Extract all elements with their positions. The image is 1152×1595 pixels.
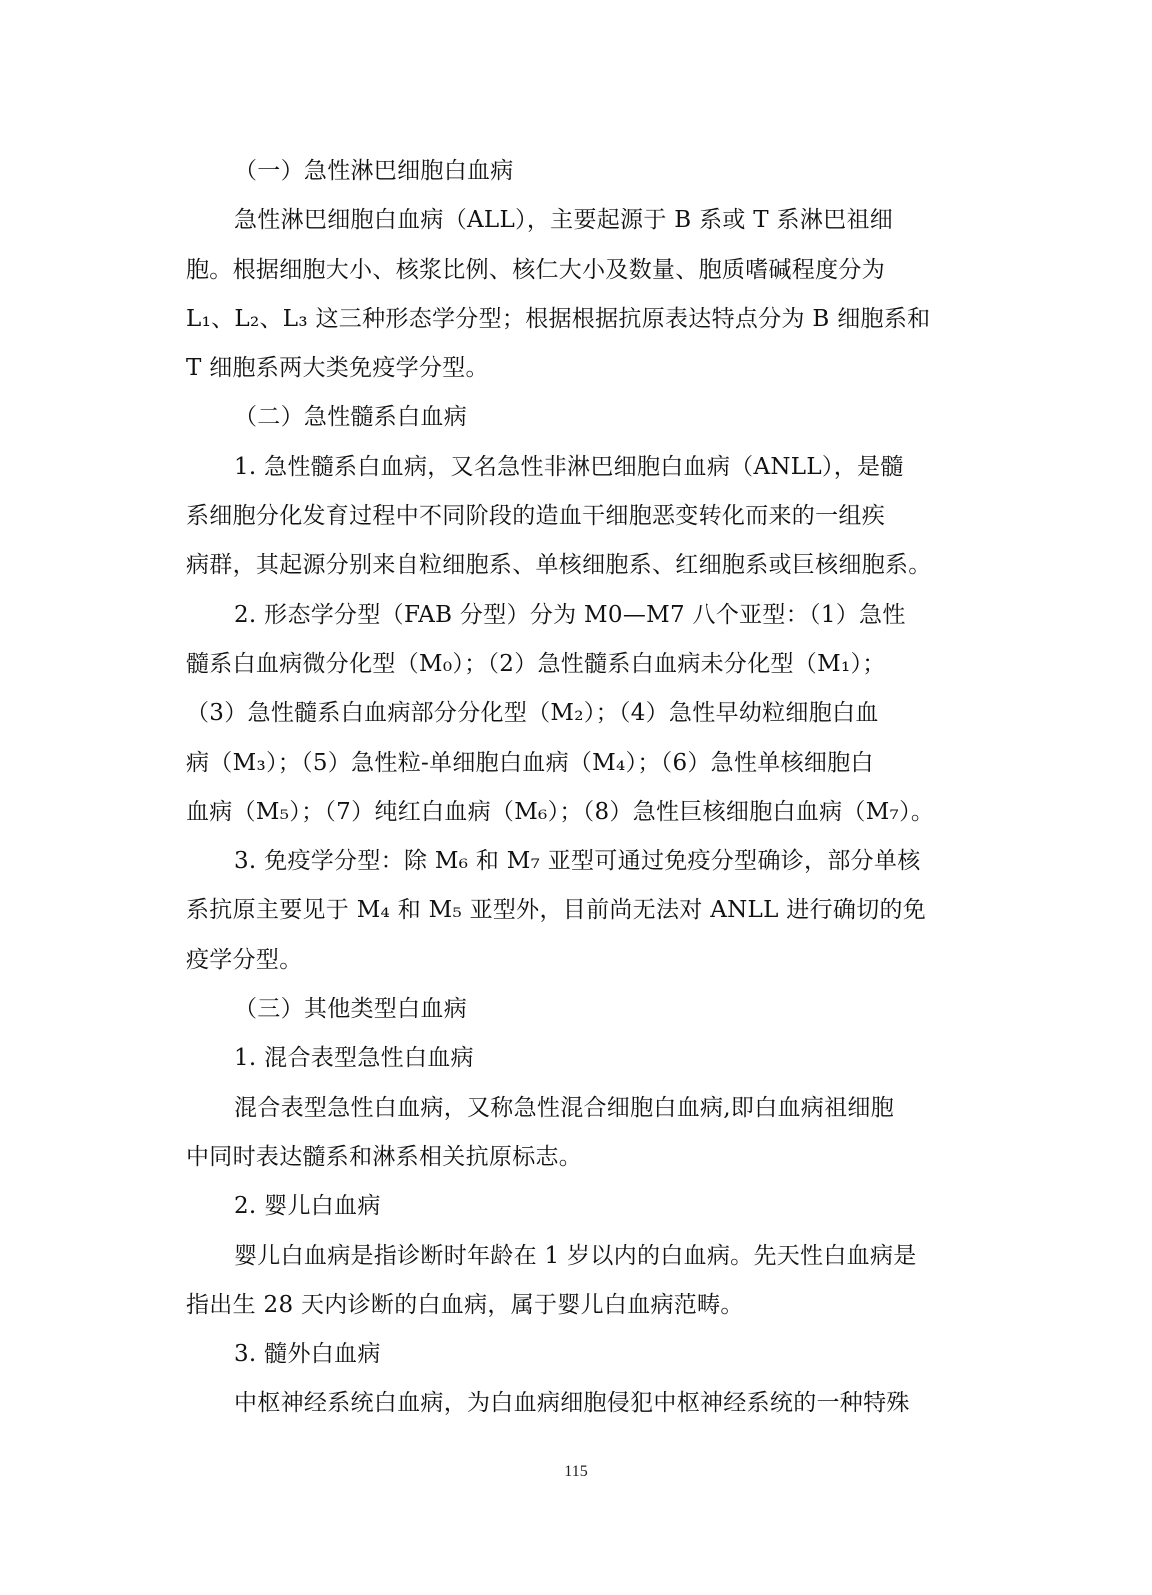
text-line: 婴儿白血病是指诊断时年龄在 1 岁以内的白血病。先天性白血病是 [234, 1242, 917, 1269]
text-line: 2. 婴儿白血病 [234, 1193, 381, 1220]
text-line: 1. 急性髓系白血病，又名急性非淋巴细胞白血病（ANLL），是髓 [234, 453, 904, 480]
text-line: 血病（M₅）；（7）纯红白血病（M₆）；（8）急性巨核细胞白血病（M₇）。 [186, 798, 935, 825]
text-line: 3. 免疫学分型：除 M₆ 和 M₇ 亚型可通过免疫分型确诊，部分单核 [234, 848, 921, 875]
text-line: 2. 形态学分型（FAB 分型）分为 M0—M7 八个亚型：（1）急性 [234, 601, 906, 628]
text-line: （二）急性髓系白血病 [234, 404, 467, 431]
text-line: （3）急性髓系白血病部分分化型（M₂）；（4）急性早幼粒细胞白血 [186, 700, 879, 727]
text-line: （三）其他类型白血病 [234, 996, 467, 1023]
text-line: 1. 混合表型急性白血病 [234, 1045, 474, 1072]
text-line: （一）急性淋巴细胞白血病 [234, 158, 514, 184]
text-line: T 细胞系两大类免疫学分型。 [186, 355, 489, 382]
page-number: 115 [564, 1463, 588, 1480]
text-line: L₁、L₂、L₃ 这三种形态学分型；根据根据抗原表达特点分为 B 细胞系和 [186, 305, 931, 332]
text-line: 中枢神经系统白血病，为白血病细胞侵犯中枢神经系统的一种特殊 [234, 1390, 910, 1417]
text-line: 系抗原主要见于 M₄ 和 M₅ 亚型外，目前尚无法对 ANLL 进行确切的免 [186, 897, 927, 924]
text-line: 指出生 28 天内诊断的白血病，属于婴儿白血病范畴。 [186, 1291, 744, 1318]
text-line: 病群，其起源分别来自粒细胞系、单核细胞系、红细胞系或巨核细胞系。 [186, 552, 932, 579]
text-line: 胞。根据细胞大小、核浆比例、核仁大小及数量、胞质嗜碱程度分为 [186, 256, 885, 283]
text-line: 混合表型急性白血病，又称急性混合细胞白血病,即白血病祖细胞 [234, 1094, 895, 1121]
text-line: 疫学分型。 [186, 946, 303, 973]
text-line: 急性淋巴细胞白血病（ALL），主要起源于 B 系或 T 系淋巴祖细 [234, 207, 894, 234]
text-line: 病（M₃）；（5）急性粒-单细胞白血病（M₄）；（6）急性单核细胞白 [186, 749, 874, 776]
text-line: 3. 髓外白血病 [234, 1341, 381, 1368]
text-line: 髓系白血病微分化型（M₀）；（2）急性髓系白血病未分化型（M₁）； [186, 650, 886, 677]
text-line: 中同时表达髓系和淋系相关抗原标志。 [186, 1143, 583, 1170]
body-text [186, 147, 951, 1429]
text-line: 系细胞分化发育过程中不同阶段的造血干细胞恶变转化而来的一组疾 [186, 503, 885, 530]
